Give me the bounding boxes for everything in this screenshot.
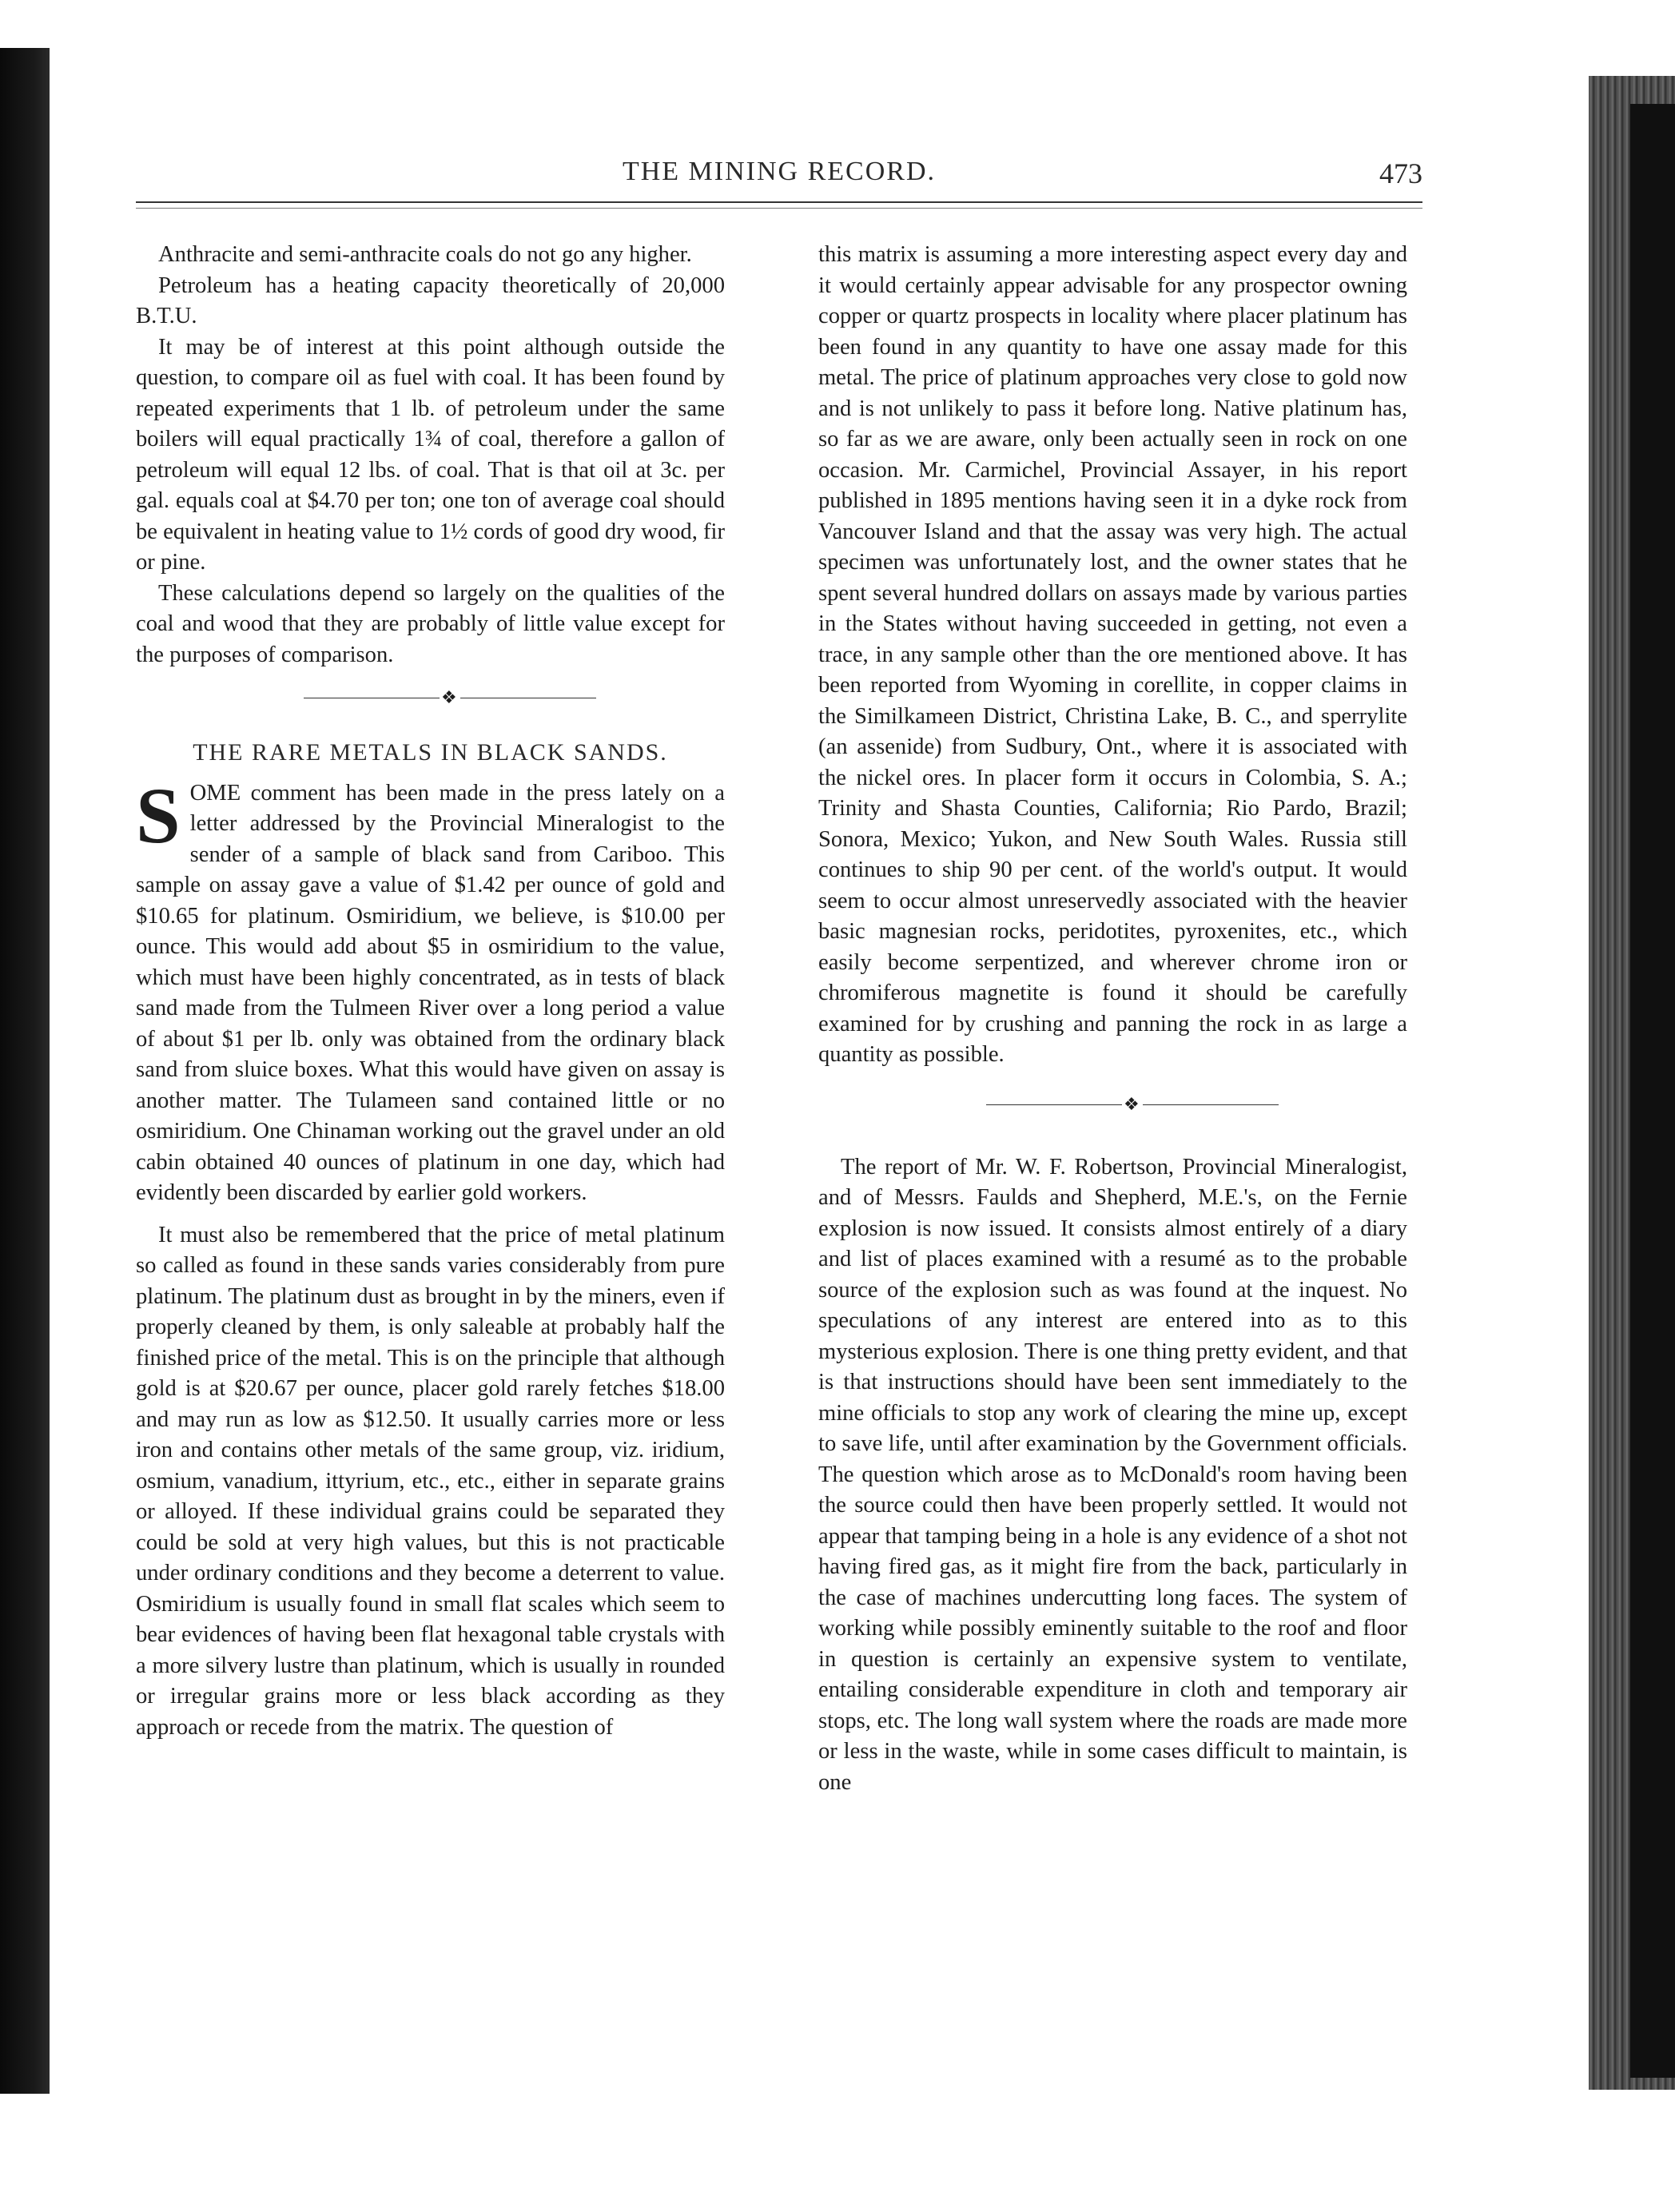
- paragraph-text: OME comment has been made in the press lately on a letter addressed by the Provincial Mineralogist to the sender of a sample of black sand from Cariboo. This sample on assay gave a value of $1.42 per ounce of gold and $10.65 for platinum. Osmiridium, we believe, is $10.00 per ounce. This would add about $5 in osmiridium to the value, which must have been highly concentrated, as in tests of black sand made from the Tulmeen River over a long period a value of about $1 per lb. only was obtained from the ordinary black sand from sluice boxes. What this would have given on assay is another matter. The Tulameen sand contained little or no osmiridium. One Chinaman working out the gravel under an old cabin obtained 40 ounces of platinum in one day, which had evidently been discarded by earlier gold workers.: [136, 780, 725, 1205]
- divider-ornament-icon: ❖: [1124, 1093, 1140, 1114]
- divider-line-left: [986, 1104, 1122, 1105]
- binding-shadow: [0, 48, 50, 2094]
- paragraph: These calculations depend so largely on the qualities of the coal and wood that they are probably of little value except for the purposes of comparison.: [136, 580, 725, 667]
- page-header: [136, 157, 1422, 189]
- paragraph: It must also be remembered that the price of metal platinum so called as found in these sands varies considerably from pure platinum. The platinum dust as brought in by the miners, even if properly cleaned by them, is only saleable at probably half the finished price of the metal. This is on the principle that although gold is at $20.67 per ounce, placer gold rarely fetches $18.00 and may run as low as $12.50. It usually carries more or less iron and contains other metals of the same group, viz. iridium, osmium, vanadium, ittyrium, etc., etc., either in separate grains or alloyed. If these individual grains could be separated they could be sold at very high values, but this is not practicable under ordinary conditions and they become a deterrent to value. Osmiridium is usually found in small flat scales which seem to bear evidences of having been flat hexagonal table crystals with a more silvery lustre than platinum, which is usually in rounded or irregular grains more or less black according as they approach or recede from the matrix. The question of: [136, 1222, 725, 1740]
- header-rule: [136, 201, 1422, 203]
- right-column: [818, 240, 1407, 1798]
- paragraph: this matrix is assuming a more interesting aspect every day and it would certainly appear advisable for any prospector owning copper or quartz prospects in locality where placer platinum has been found in any quantity to have one assay made for this metal. The price of platinum approaches very close to gold now and is not unlikely to pass it before long. Native platinum has, so far as we are aware, only been actually seen in rock on one occasion. Mr. Carmichel, Provincial Assayer, in his report published in 1895 mentions having seen it in a dyke rock from Vancouver Island and that the assay was very high. The actual specimen was unfortunately lost, and the owner states that he spent several hundred dollars on assays made by various parties in the States without having succeeded in getting, not even a trace, in any sample other than the ore mentioned above. It has been reported from Wyoming in corellite, in copper claims in the Similkameen District, Christina Lake, B. C., and sperrylite (an assenide) from Sudbury, Ont., where it is associated with the nickel ores. In placer form it occurs in Colombia, S. A.; Trinity and Shasta Counties, California; Rio Pardo, Brazil; Sonora, Mexico; Yukon, and New South Wales. Russia still continues to ship 90 per cent. of the world's output. It would seem to occur almost unreservedly associated with the heavier basic magnesian rocks, peridotites, pyroxenites, etc., which easily become serpentized, and wherever chrome iron or chromiferous magnetite is found it should be carefully examined for by crushing and panning the rock in as large a quantity as possible.: [818, 242, 1407, 1067]
- paragraph-with-dropcap: [136, 770, 725, 1209]
- paragraph: Anthracite and semi-anthracite coals do not go any higher.: [158, 242, 692, 267]
- divider-ornament-icon: ❖: [441, 687, 457, 707]
- left-column: [136, 240, 725, 1743]
- section-title: THE RARE METALS IN BLACK SANDS.: [193, 739, 668, 766]
- page-number: 473: [1379, 157, 1422, 189]
- header-rule-thin: [136, 208, 1422, 209]
- paragraph: Petroleum has a heating capacity theoretically of 20,000 B.T.U.: [136, 273, 725, 328]
- running-title: THE MINING RECORD.: [622, 157, 937, 186]
- paragraph: It may be of interest at this point although outside the question, to compare oil as fuel with coal. It has been found by repeated experiments that 1 lb. of petroleum under the same boilers will equal practically 1¾ of coal, therefore a gallon of petroleum will equal 12 lbs. of coal. That is that oil at 3c. per gal. equals coal at $4.70 per ton; one ton of average coal should be equivalent in heating value to 1½ cords of good dry wood, fir or pine.: [136, 334, 725, 575]
- book-cover-edge: [1630, 104, 1675, 2078]
- drop-cap: S: [136, 770, 181, 860]
- section-divider: [136, 683, 725, 714]
- divider-line-right: [1143, 1104, 1279, 1105]
- section-divider: [818, 1090, 1407, 1120]
- paragraph: The report of Mr. W. F. Robertson, Provincial Mineralogist, and of Messrs. Faulds and Shepherd, M.E.'s, on the Fernie explosion is now issued. It consists almost entirely of a diary and list of places examined with a resumé as to the probable source of the explosion such as was found at the inquest. No speculations of any interest are entered into as to this mysterious explosion. There is one thing pretty evident, and that is that instructions should have been sent immediately to the mine officials to stop any work of clearing the mine up, except to save life, until after examination by the Government officials. The question which arose as to McDonald's room having been the source could then have been properly settled. It would not appear that tamping being in a hole is any evidence of a shot not having fired gas, as it might fire from the back, particularly in the case of machines undercutting long faces. The system of working while possibly eminently suitable to the roof and floor in question is certainly an expensive system to ventilate, entailing considerable expenditure in cloth and temporary air stops, etc. The long wall system where the roads are made more or less in the waste, while in some cases difficult to maintain, is one: [818, 1154, 1407, 1795]
